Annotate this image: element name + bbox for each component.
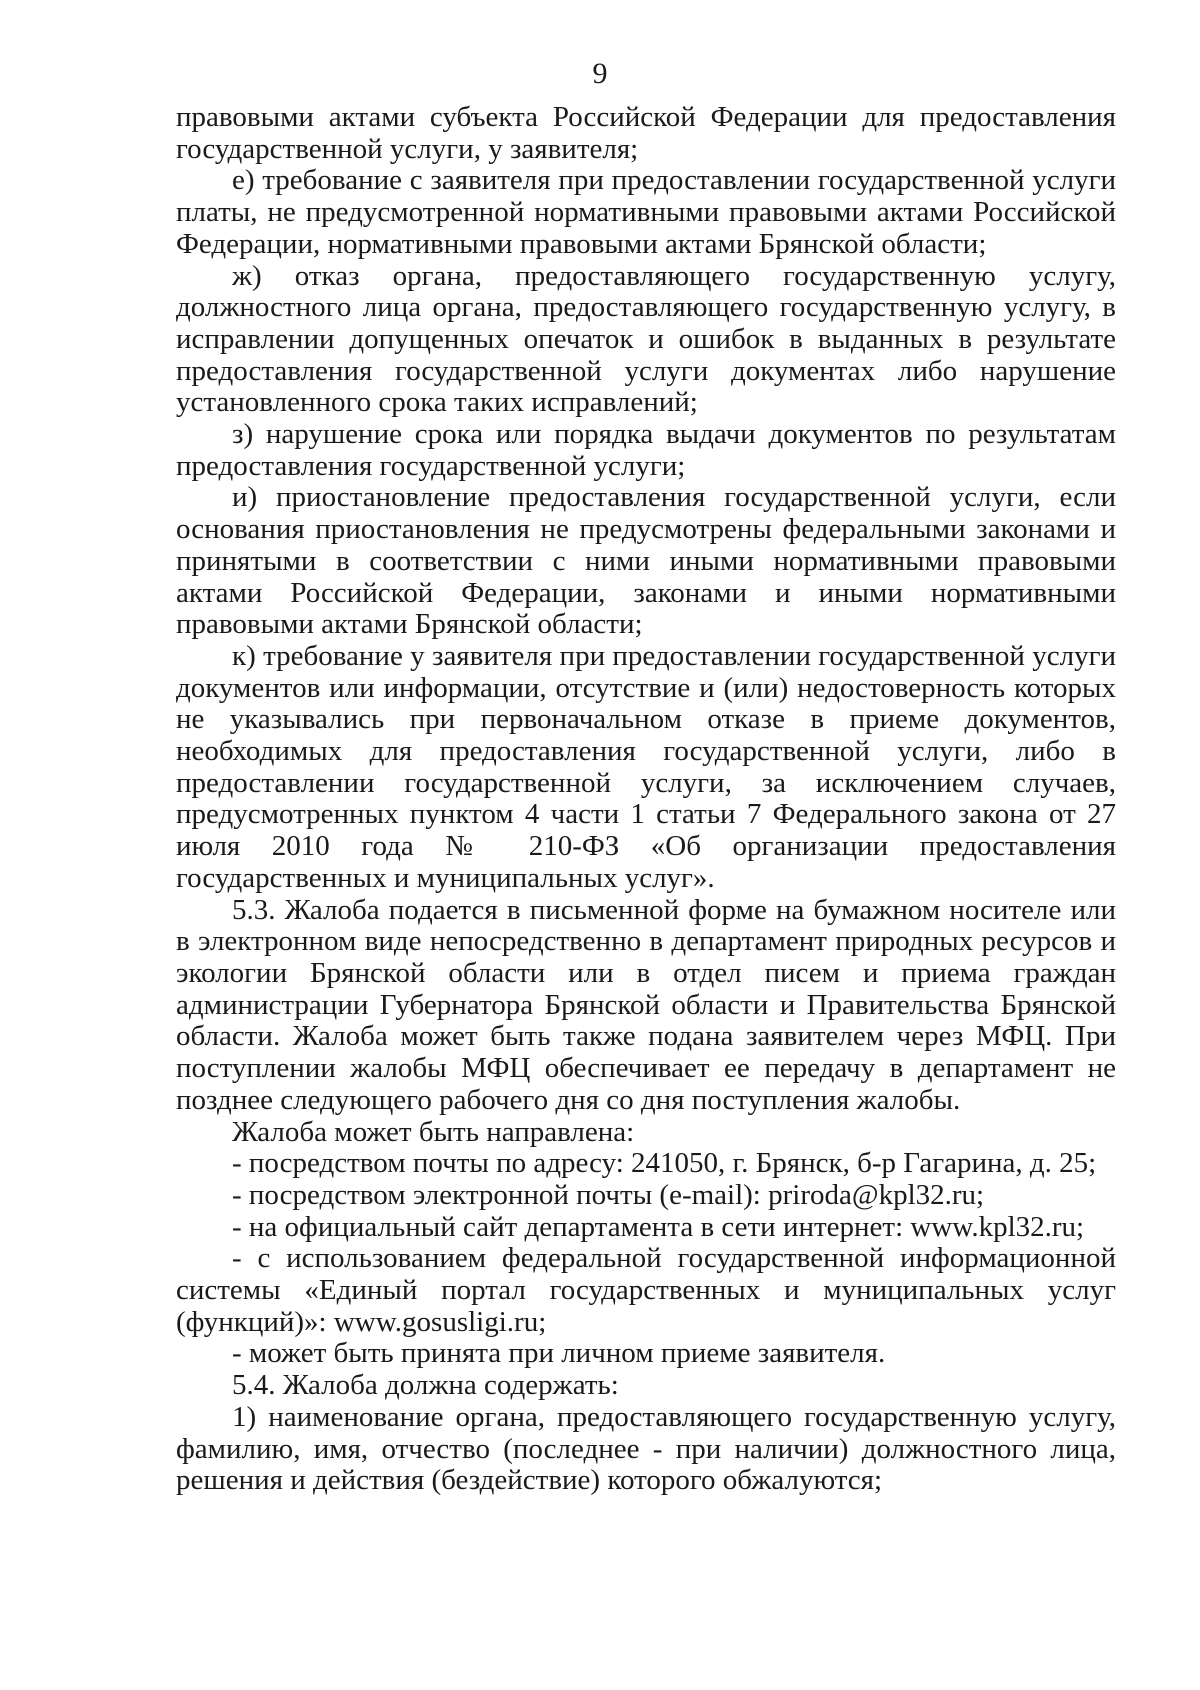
paragraph-item-z: з) нарушение срока или порядка выдачи документов по результатам предоставления государственной услуги; (176, 418, 1116, 482)
page-number: 9 (592, 57, 608, 90)
document-body (176, 102, 1116, 1497)
list-item-website: - на официальный сайт департамента в сети интернет: www.kpl32.ru; (232, 1210, 1085, 1243)
paragraph-item-e: е) требование с заявителя при предоставлении государственной услуги платы, не предусмотренной нормативными правовыми актами Российской Федерации, нормативными правовыми актами Брянской области; (176, 164, 1116, 260)
paragraph-section-5-4: 5.4. Жалоба должна содержать: (232, 1369, 619, 1402)
list-item-postal-address: - посредством почты по адресу: 241050, г. Брянск, б-р Гагарина, д. 25; (232, 1147, 1097, 1180)
list-item-personal-reception: - может быть принята при личном приеме заявителя. (232, 1337, 886, 1370)
paragraph-complaint-channels-heading: Жалоба может быть направлена: (232, 1115, 635, 1148)
list-item-gosuslugi-portal: - с использованием федеральной государственной информационной системы «Единый портал государственных и муниципальных услуг (функций)»: www.gosusligi.ru; (176, 1242, 1116, 1338)
paragraph-item-i: и) приостановление предоставления государственной услуги, если основания приостановления не предусмотрены федеральными законами и принятыми в соответствии с ними иными нормативными правовыми актами Российской Федерации, законами и иными нормативными правовыми актами Брянской области; (176, 481, 1116, 641)
paragraph-item-zh: ж) отказ органа, предоставляющего государственную услугу, должностного лица органа, предоставляющего государственную услугу, в исправлении допущенных опечаток и ошибок в выданных в результате предоставления государственной услуги документах либо нарушение установленного срока таких исправлений; (176, 259, 1116, 419)
paragraph-section-5-3: 5.3. Жалоба подается в письменной форме на бумажном носителе или в электронном виде непосредственно в департамент природных ресурсов и экологии Брянской области или в отдел писем и приема граждан администрации Губернатора Брянской области и Правительства Брянской области. Жалоба может быть также подана заявителем через МФЦ. При поступлении жалобы МФЦ обеспечивает ее передачу в департамент не позднее следующего рабочего дня со дня поступления жалобы. (176, 893, 1116, 1116)
paragraph-intro-continuation: правовыми актами субъекта Российской Федерации для предоставления государственной услуги, у заявителя; (176, 101, 1116, 165)
paragraph-item-k: к) требование у заявителя при предоставлении государственной услуги документов или информации, отсутствие и (или) недостоверность которых не указывались при первоначальном отказе в приеме документов, необходимых для предоставления государственной услуги, либо в предоставлении государственной услуги, за исключением случаев, предусмотренных пунктом 4 части 1 статьи 7 Федерального закона от 27 июля 2010 года № 210-ФЗ «Об организации предоставления государственных и муниципальных услуг». (176, 639, 1116, 894)
list-item-email: - посредством электронной почты (e-mail): priroda@kpl32.ru; (232, 1178, 985, 1211)
paragraph-item-1: 1) наименование органа, предоставляющего государственную услугу, фамилию, имя, отчество (последнее - при наличии) должностного лица, решения и действия (бездействие) которого обжалуются; (176, 1400, 1116, 1497)
